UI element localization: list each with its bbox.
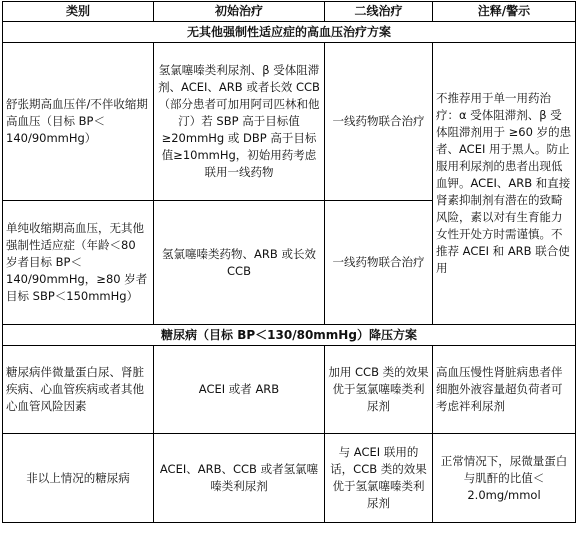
table-row: [3, 346, 576, 434]
second-line-cell: 与 ACEI 联用的话，CCB 类的效果优于氢氯噻嗪类利尿剂: [325, 434, 433, 523]
category-cell: 糖尿病伴微量蛋白尿、肾脏疾病、心血管疾病或者其他心血管风险因素: [3, 346, 154, 434]
notes-cell: 正常情况下，尿微量蛋白与肌酐的比值＜2.0mg/mmol: [433, 434, 576, 523]
category-cell: 非以上情况的糖尿病: [3, 434, 154, 523]
section-row: [3, 22, 576, 43]
second-line-cell: 加用 CCB 类的效果优于氢氯噻嗪类利尿剂: [325, 346, 433, 434]
second-line-cell: 一线药物联合治疗: [325, 43, 433, 201]
initial-treatment-cell: ACEI、ARB、CCB 或者氢氯噻嗪类利尿剂: [154, 434, 325, 523]
section-title: 糖尿病（目标 BP＜130/80mmHg）降压方案: [3, 325, 576, 346]
section-row: [3, 325, 576, 346]
header-notes-warnings: 注释/警示: [433, 2, 576, 22]
table-row: [3, 434, 576, 523]
second-line-cell: 一线药物联合治疗: [325, 201, 433, 325]
header-category: 类别: [3, 2, 154, 22]
header-row: [3, 2, 576, 22]
hypertension-treatment-table: [2, 1, 576, 523]
table-row: [3, 43, 576, 201]
header-second-line-treatment: 二线治疗: [325, 2, 433, 22]
initial-treatment-cell: ACEI 或者 ARB: [154, 346, 325, 434]
category-cell: 舒张期高血压伴/不伴收缩期高血压（目标 BP＜140/90mmHg）: [3, 43, 154, 201]
category-cell: 单纯收缩期高血压，无其他强制性适应症（年龄＜80 岁者目标 BP＜140/90mmHg，≥80 岁者目标 SBP＜150mmHg）: [3, 201, 154, 325]
notes-cell: 高血压慢性肾脏病患者伴细胞外液容量超负荷者可考虑袢利尿剂: [433, 346, 576, 434]
notes-cell: 不推荐用于单一用药治疗：α 受体阻滞剂、β 受体阻滞剂用于 ≥60 岁的患者、ACEI 用于黑人。防止服用利尿剂的患者出现低血钾。ACEI、ARB 和直接肾素抑制剂有潜在的致畸风险，素以对有生育能力女性开处方时需谨慎。不推荐 ACEI 和 ARB 联合使用: [433, 43, 576, 325]
initial-treatment-cell: 氢氯噻嗪类利尿剂、β 受体阻滞剂、ACEI、ARB 或者长效 CCB（部分患者可加用阿司匹林和他汀）若 SBP 高于目标值 ≥20mmHg 或 DBP 高于目标值≥10mmHg，初始用药考虑联用一线药物: [154, 43, 325, 201]
initial-treatment-cell: 氢氯噻嗪类药物、ARB 或长效 CCB: [154, 201, 325, 325]
header-initial-treatment: 初始治疗: [154, 2, 325, 22]
section-title: 无其他强制性适应症的高血压治疗方案: [3, 22, 576, 43]
